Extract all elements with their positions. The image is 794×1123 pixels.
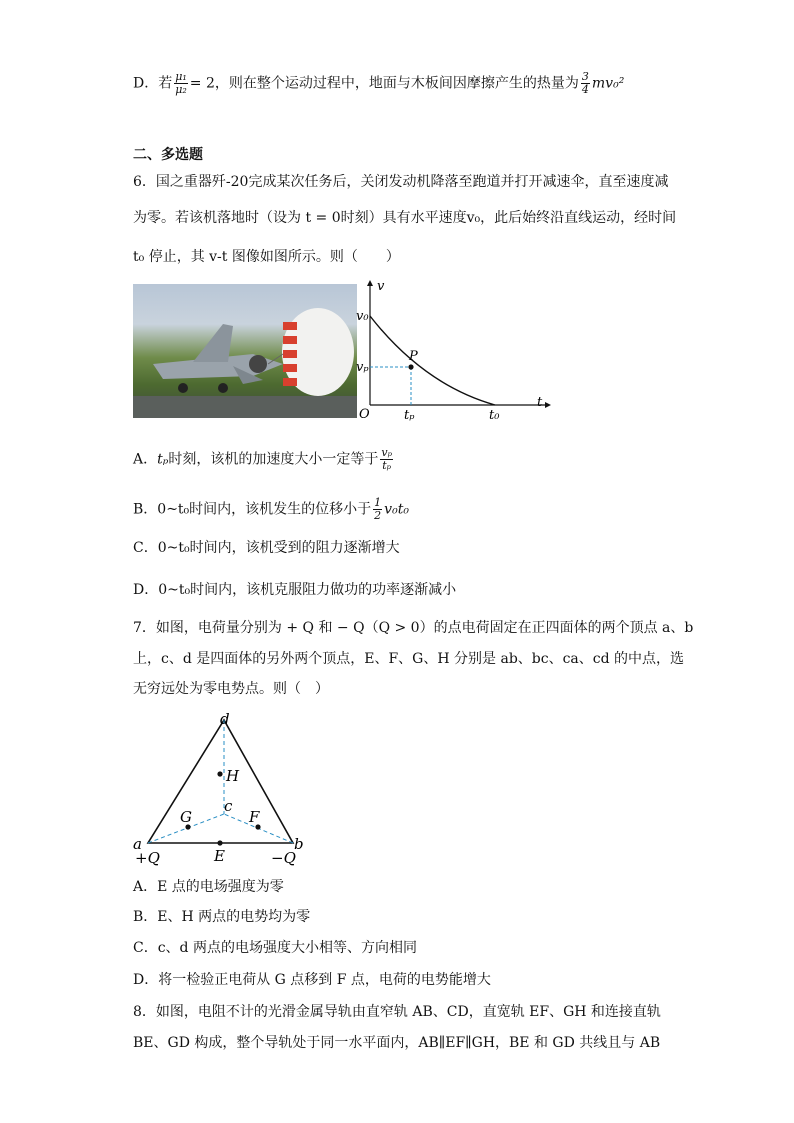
q5-option-d: D．若 $\frac{\text{μ₁}}{\text{μ₂}}$ = 2，则在整个运动过程中，地面与木板间因摩擦产生的热量为 $\frac{3}{4}$ mv₀² [133, 70, 625, 96]
t-axis-label: t [537, 395, 543, 410]
vp-label: vₚ [356, 360, 369, 375]
point-h-label: H [226, 767, 240, 785]
section-title: 二、多选题 [133, 147, 203, 163]
q6-option-c: C．0~t₀时间内，该机受到的阻力逐渐增大 [133, 540, 400, 556]
q6-option-b: B．0~t₀时间内，该机发生的位移小于 $\frac{1}{2}$ v₀t₀ [133, 496, 409, 522]
q8-stem-line-2: BE、GD 构成，整个导轨处于同一水平面内，AB∥EF∥GH，BE 和 GD 共线且与 AB [133, 1035, 661, 1051]
v-axis-label: v [377, 279, 385, 294]
q7-stem-line-2: 上，c、d 是四面体的另外两个顶点，E、F、G、H 分别是 ab、bc、ca、cd 的中点，选 [133, 651, 685, 667]
tetrahedron-figure [128, 708, 318, 868]
v0-label: v₀ [356, 309, 369, 324]
three-quarter-fraction: $\frac{3}{4}$ [581, 70, 589, 96]
q7-stem-line-3: 无穷远处为零电势点。则（ ） [133, 681, 329, 697]
q7-stem-line-1: 7．如图，电荷量分别为 + Q 和 − Q（Q > 0）的点电荷固定在正四面体的两个顶点 a、b [133, 620, 694, 636]
vp-over-tp-fraction: $\frac{\text{vₚ}}{\text{tₚ}}$ [381, 446, 392, 472]
q7-option-d: D．将一检验正电荷从 G 点移到 F 点，电荷的电势能增大 [133, 972, 491, 988]
vertex-b-label: b [294, 835, 304, 853]
q7-option-a: A．E 点的电场强度为零 [133, 879, 284, 895]
q6-stem-line-2: 为零。若该机落地时（设为 t = 0时刻）具有水平速度v₀，此后始终沿直线运动，经时间 [133, 210, 677, 226]
vertex-a-label: a [133, 835, 142, 853]
minus-q-label: −Q [271, 849, 296, 867]
j20-landing-photo [133, 284, 357, 418]
point-f-label: F [249, 808, 260, 826]
origin-label: O [359, 407, 370, 422]
jet-parachute-illustration [133, 284, 357, 418]
t0-label: t₀ [489, 408, 500, 423]
vertex-c-label: c [224, 797, 233, 815]
q6-option-a: A．tₚ时刻，该机的加速度大小一定等于 $\frac{\text{vₚ}}{\text{tₚ}}$ [133, 446, 392, 472]
v-t-graph [355, 278, 555, 423]
q6-option-d: D．0~t₀时间内，该机克服阻力做功的功率逐渐减小 [133, 582, 457, 598]
vertex-d-label: d [220, 710, 230, 728]
point-g-label: G [180, 808, 192, 826]
q6-stem-line-1: 6．国之重器歼-20完成某次任务后，关闭发动机降落至跑道并打开减速伞，直至速度减 [133, 174, 669, 190]
half-fraction: $\frac{1}{2}$ [374, 496, 382, 522]
q6-stem-line-3: t₀ 停止，其 v-t 图像如图所示。则（ ） [133, 249, 400, 265]
q7-option-b: B．E、H 两点的电势均为零 [133, 909, 311, 925]
point-p-label: P [409, 349, 418, 364]
tp-label: tₚ [404, 408, 415, 423]
q7-option-c: C．c、d 两点的电场强度大小相等、方向相同 [133, 940, 417, 956]
mu-ratio-fraction: $\frac{\text{μ₁}}{\text{μ₂}}$ [175, 70, 187, 96]
plus-q-label: +Q [135, 849, 160, 867]
point-e-label: E [214, 847, 225, 865]
q8-stem-line-1: 8．如图，电阻不计的光滑金属导轨由直窄轨 AB、CD，直宽轨 EF、GH 和连接直轨 [133, 1004, 661, 1020]
